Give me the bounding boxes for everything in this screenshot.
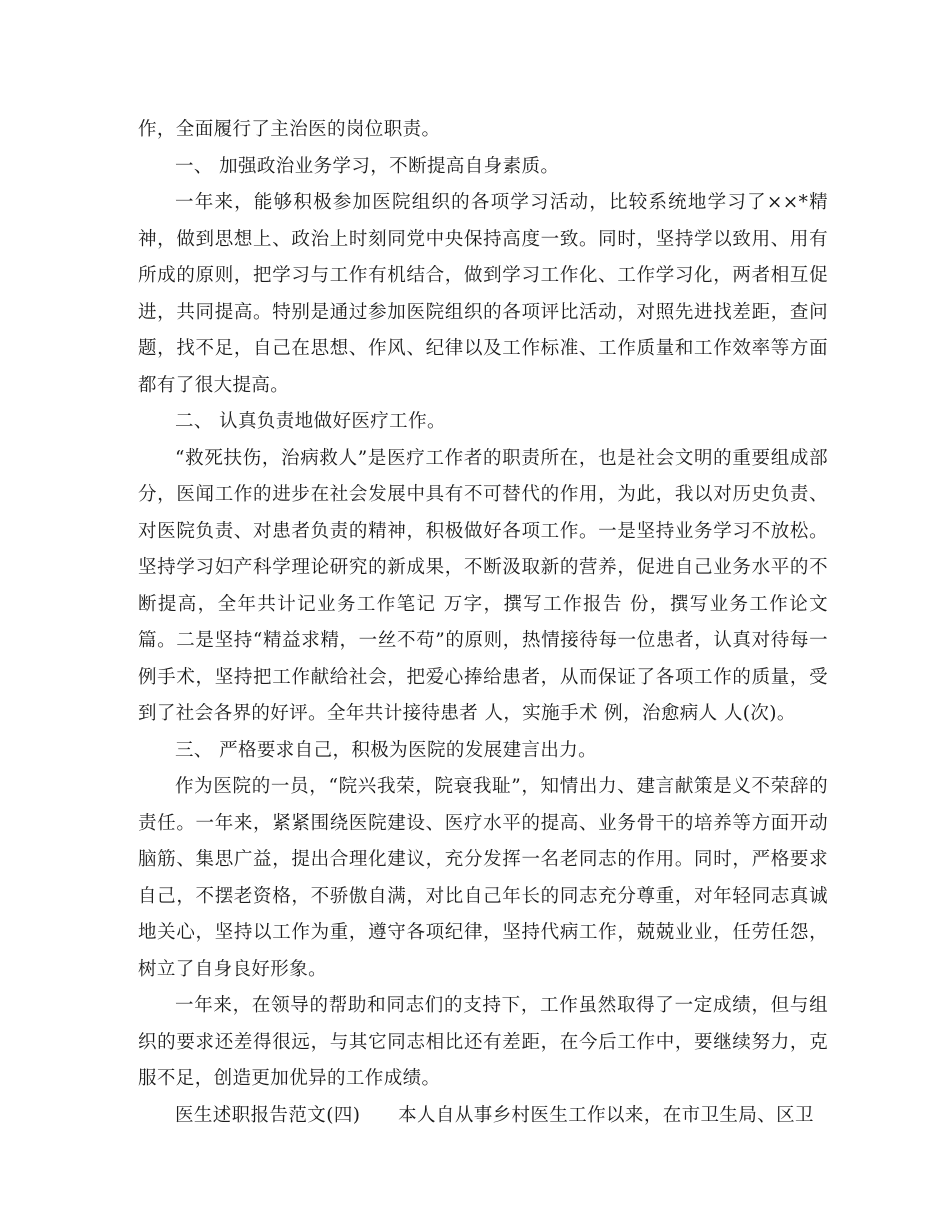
section-heading-2: 二、 认真负责地做好医疗工作。 xyxy=(175,411,446,432)
paragraph-conclusion: 一年来，在领导的帮助和同志们的支持下，工作虽然取得了一定成绩，但与组织的要求还差得很远，与其它同志相比还有差距，在今后工作中，要继续努力，克服不足，创造更加优异的工作成绩。 xyxy=(138,995,828,1089)
paragraph-study: 一年来，能够积极参加医院组织的各项学习活动，比较系统地学习了××*精神，做到思想上、政治上时刻同党中央保持高度一致。同时，坚持学以致用、用有所成的原则，把学习与工作有机结合，做到学习工作化、工作学习化，两者相互促进，共同提高。特别是通过参加医院组织的各项评比活动，对照先进找差距，查问题，找不足，自己在思想、作风、纪律以及工作标准、工作质量和工作效率等方面都有了很大提高。 xyxy=(138,192,828,396)
paragraph-next-sample: 医生述职报告范文(四) 本人自从事乡村医生工作以来，在市卫生局、区卫 xyxy=(175,1104,814,1126)
section-heading-1: 一、 加强政治业务学习，不断提高自身素质。 xyxy=(175,155,560,177)
paragraph-self-discipline: 作为医院的一员，“院兴我荣，院衰我耻”，知情出力、建言献策是义不荣辞的责任。一年来，紧紧围绕医院建设、医疗水平的提高、业务骨干的培养等方面开动脑筋、集思广益，提出合理化建议，充分发挥一名老同志的作用。同时，严格要求自己，不摆老资格，不骄傲自满，对比自己年长的同志充分尊重，对年轻同志真诚地关心，坚持以工作为重，遵守各项纪律，坚持代病工作，兢兢业业，任劳任怨，树立了自身良好形象。 xyxy=(138,776,828,980)
section-heading-3: 三、 严格要求自己，积极为医院的发展建言出力。 xyxy=(175,739,598,761)
paragraph-medical-work: “救死扶伤，治病救人”是医疗工作者的职责所在，也是社会文明的重要组成部分，医闻工作的进步在社会发展中具有不可替代的作用，为此，我以对历史负责、对医院负责、对患者负责的精神，积极做好各项工作。一是坚持业务学习不放松。坚持学习妇产科学理论研究的新成果，不断汲取新的营养，促进自己业务水平的不断提高，全年共计记业务工作笔记 万字，撰写工作报告 份，撰写业务工作论文 篇。二是坚持“精益求精，一丝不苟”的原则，热情接待每一位患者，认真对待每一例手术，坚持把工作献给社会，把爱心捧给患者，从而保证了各项工作的质量，受到了社会各界的好评。全年共计接待患者 人，实施手术 例，治愈病人 人(次)。 xyxy=(138,447,828,724)
paragraph-continuation: 作，全面履行了主治医的岗位职责。 xyxy=(138,119,441,140)
document-body xyxy=(138,112,828,1134)
